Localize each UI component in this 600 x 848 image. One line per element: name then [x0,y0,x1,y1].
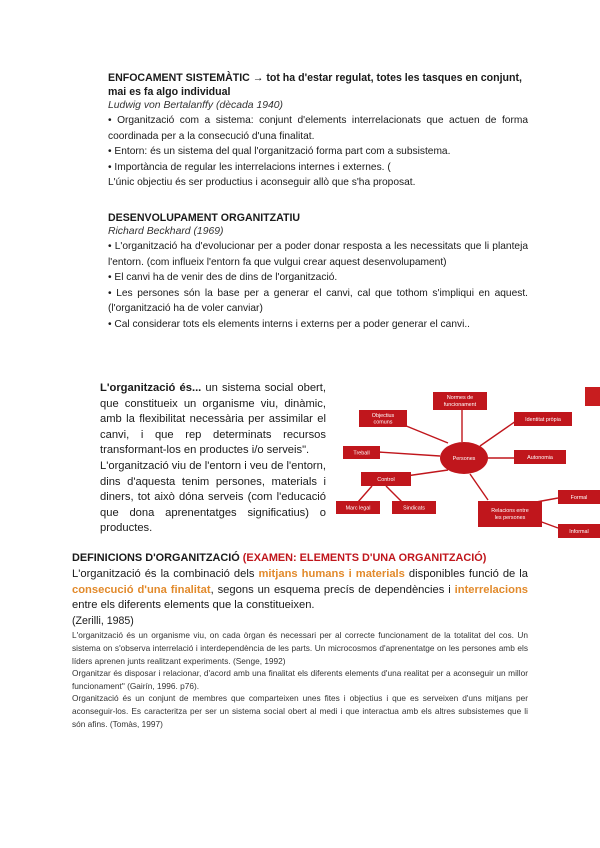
heading-definitions-text: DEFINICIONS D'ORGANITZACIÓ [72,552,243,564]
heading-exam-note: (EXAMEN: ELEMENTS D'UNA ORGANITZACIÓ) [242,552,487,564]
author-beckhard: Richard Beckhard (1969) [108,226,224,237]
zerilli-citation: (Zerilli, 1985) [72,614,134,627]
zerilli-definition [72,567,528,614]
highlight-human-material: mitjans humans i materials [258,568,405,580]
bullet-item: • Importància de regular les interrelacions internes i externes. ( [108,161,391,173]
section-development [108,211,528,333]
highlight-interrelations: interrelacions [454,583,528,596]
label-sindicats: Sindicats [403,505,425,512]
gairin-definition: Organitzar és disposar i relacionar, d'acord amb una finalitat els diferents elements d'una realitat per a aconseguir un millor funcionament" (Gairín, 1996. p76). [72,668,528,691]
tomas-definition: Organització és un conjunt de membres que comparteixen unes fites i objectius i que es serveixen d'uns mitjans per aconseguir-los. Es caracteritza per ser un sistema social obert al medi i que interactua amb els altres subsistemes que li són afins. (Tomàs, 1997) [72,693,528,729]
label-relacions-1: Relacions entre [491,508,529,514]
section-definitions [72,551,528,730]
bullet-item: • El canvi ha de venir des de dins de l'organització. [108,272,338,284]
label-formal: Formal [570,495,588,501]
label-treball: Treball [353,450,370,457]
org-definition-text: un sistema social obert, que constitueix un organisme viu, dinàmic, amb la flexibilitat necessària per assimilar el canvi, i que rep determinats recursos transformant-los en productes i/o serveis". [100,382,326,457]
section-systemic [108,71,528,191]
bullet-item: • Les persones són la base per a generar el canvi, cal que tothom s'impliqui en aquest. (l'organització ha de voler canviar) [108,287,528,315]
label-control: Control [377,477,395,483]
bullet-item: • Cal considerar tots els elements interns i externs per a poder generar el canvi.. [108,318,471,330]
label-marc-legal: Marc legal [345,505,371,512]
author-bertalanffy: Ludwig von Bertalanffy (dècada 1940) [108,100,284,111]
senge-definition: L'organització és un organisme viu, on cada òrgan és necessari per al correcte funcionament de la totalitat del cos. Un sistema on s'observa interrelació i interdependència de les parts. Un microcosmos d'aprenentatge on les persones amb els líders aprenen junts realitzant experiments. (Senge, 1992) [72,630,528,666]
heading-systemic: ENFOCAMENT SISTEMÀTIC → tot ha d'estar regulat, totes les tasques en conjunt, mai es fa algo individual [108,72,522,98]
label-autonomia: Autonomia [527,455,553,461]
def-text-b: disponibles funció de la [404,568,529,580]
label-normes-2: funcionament [443,402,477,408]
org-lives-paragraph: L'organització viu de l'entorn i veu de l'entorn, dins d'aquesta tenim persones, materials i diners, tot això dóna serveis (com l'educació que dona aprenentatges significatius) o productes. [100,460,326,535]
bullet-item: • Organització com a sistema: conjunt d'elements interrelacionats que actuen de forma coordinada per a la consecució d'una finalitat. [108,115,528,142]
label-informal: Informal [569,529,589,535]
label-relacions-2: les persones [494,515,526,521]
organization-diagram [330,388,600,548]
label-normes-1: Normes de [446,395,474,401]
label-objectius-1: Objectius [371,413,395,419]
label-identitat: Identitat pròpia [525,417,561,423]
highlight-purpose: consecució d'una finalitat [72,583,211,596]
def-text-d: entre els diferents elements que la constitueixen. [72,599,315,612]
node-relacions [478,501,542,527]
org-definition-lead: L'organització és... [100,382,202,394]
heading-development: DESENVOLUPAMENT ORGANITZATIU [108,212,301,224]
bullet-item: • L'organització ha d'evolucionar per a poder donar resposta a les necessitats que li planteja l'entorn. (com influeix l'entorn fa que vulgui crear aquest desenvolupament) [108,241,528,268]
label-objectius-2: comuns [373,419,393,426]
label-persones: Persones [452,456,476,462]
bullet-item: • Entorn: és un sistema del qual l'organització forma part com a subsistema. [108,146,451,158]
heading-definitions [72,551,528,565]
def-text-a: L'organització és la combinació dels [72,568,259,580]
side-tab-marker [585,387,600,406]
def-text-c: , segons un esquema precís de dependències i [210,583,455,596]
bullet-item: L'únic objectiu és ser productius i aconseguir allò que s'ha proposat. [108,177,416,189]
org-definition [100,381,326,459]
